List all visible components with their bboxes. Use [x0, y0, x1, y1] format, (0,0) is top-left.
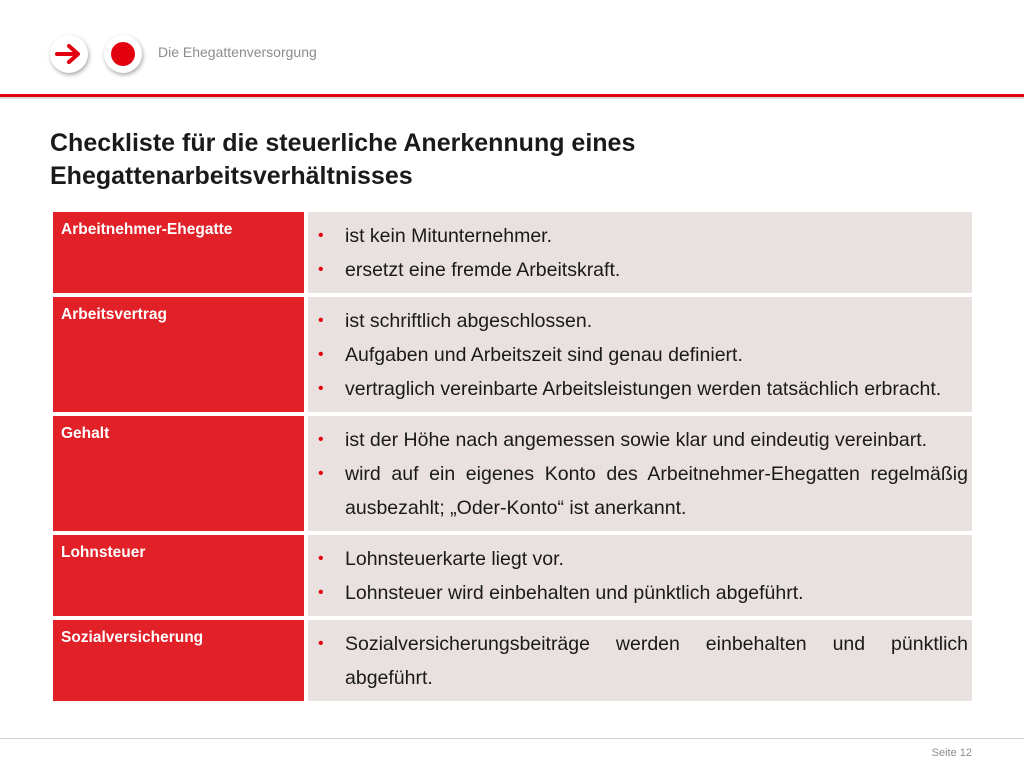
bullet-icon: • [318, 465, 324, 482]
bullet-text: Sozialversicherungsbeiträge werden einbehalten und pünktlich abgeführt. [345, 633, 968, 689]
bullet-list [308, 219, 968, 287]
checklist-row [53, 212, 972, 293]
arrow-right-icon [55, 43, 83, 65]
bullet-list [308, 423, 968, 525]
bullet-icon: • [318, 346, 324, 363]
row-content [308, 535, 972, 616]
bullet-item [308, 304, 968, 338]
bullet-list [308, 304, 968, 406]
footer-divider [0, 738, 1024, 739]
section-label: Die Ehegattenversorgung [158, 44, 317, 60]
bullet-item [308, 457, 968, 525]
row-content [308, 620, 972, 701]
bullet-icon: • [318, 635, 324, 652]
bullet-icon: • [318, 584, 324, 601]
bullet-item [308, 253, 968, 287]
bullet-icon: • [318, 261, 324, 278]
logo-arrow-button [50, 35, 88, 73]
page-number: Seite 12 [931, 747, 972, 759]
row-label: Gehalt [53, 416, 304, 531]
bullet-item [308, 542, 968, 576]
bullet-text: vertraglich vereinbarte Arbeitsleistungen werden tatsächlich erbracht. [345, 378, 942, 400]
bullet-item [308, 372, 968, 406]
bullet-list [308, 542, 968, 610]
bullet-icon: • [318, 431, 324, 448]
row-content [308, 297, 972, 412]
bullet-text: ist der Höhe nach angemessen sowie klar und eindeutig vereinbart. [345, 429, 928, 451]
bullet-text: ist schriftlich abgeschlossen. [345, 310, 593, 332]
bullet-icon: • [318, 227, 324, 244]
bullet-text: Lohnsteuer wird einbehalten und pünktlich abgeführt. [345, 582, 804, 604]
bullet-text: Aufgaben und Arbeitszeit sind genau definiert. [345, 344, 743, 366]
bullet-text: ist kein Mitunternehmer. [345, 225, 553, 247]
row-label: Sozialversicherung [53, 620, 304, 701]
row-label: Arbeitsvertrag [53, 297, 304, 412]
bullet-icon: • [318, 380, 324, 397]
header-divider-shadow [0, 97, 1024, 99]
checklist-row [53, 535, 972, 616]
row-content [308, 212, 972, 293]
logo-dot [104, 35, 142, 73]
bullet-item [308, 576, 968, 610]
bullet-text: ersetzt eine fremde Arbeitskraft. [345, 259, 621, 281]
checklist-row [53, 620, 972, 701]
bullet-item [308, 627, 968, 695]
page-title: Checkliste für die steuerliche Anerkennung eines Ehegattenarbeitsverhältnisses [50, 129, 636, 190]
red-dot-icon [111, 42, 135, 66]
bullet-list [308, 627, 968, 695]
checklist-row [53, 416, 972, 531]
checklist-row [53, 297, 972, 412]
bullet-item [308, 338, 968, 372]
row-content [308, 416, 972, 531]
bullet-text: wird auf ein eigenes Konto des Arbeitnehmer-Ehegatten regelmäßig ausbezahlt; „Oder-Konto“ ist anerkannt. [345, 463, 968, 519]
checklist-table [53, 212, 972, 705]
bullet-item [308, 219, 968, 253]
bullet-icon: • [318, 550, 324, 567]
row-label: Arbeitnehmer-Ehegatte [53, 212, 304, 293]
bullet-text: Lohnsteuerkarte liegt vor. [345, 548, 564, 570]
bullet-icon: • [318, 312, 324, 329]
row-label: Lohnsteuer [53, 535, 304, 616]
bullet-item [308, 423, 968, 457]
